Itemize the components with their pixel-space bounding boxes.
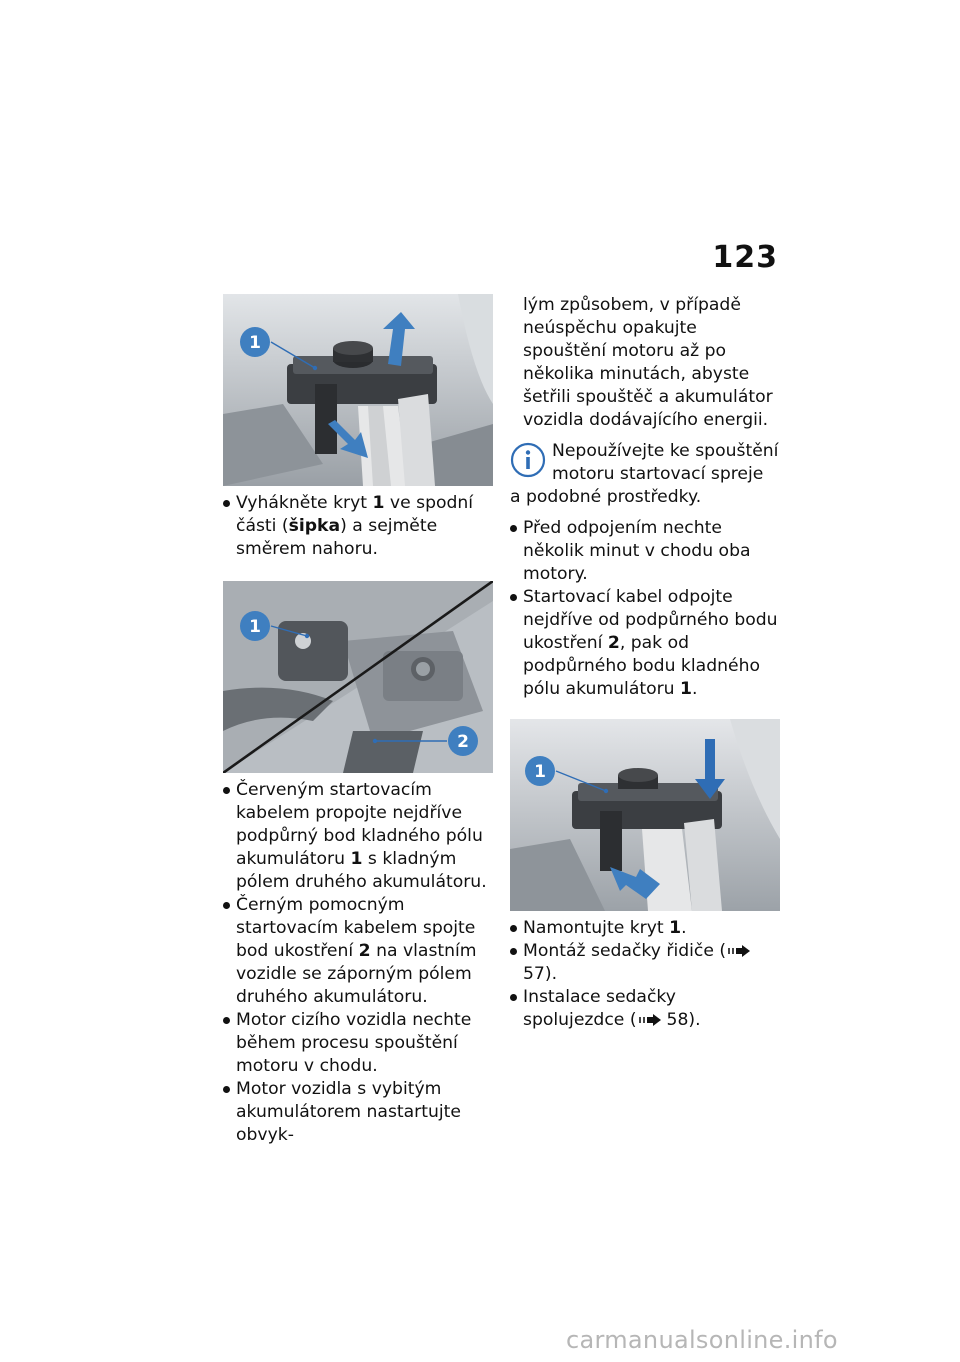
info-note-text: Nepoužívejte ke spouštění motoru startovací spreje — [552, 441, 779, 484]
figure-jump-start-connections — [223, 581, 493, 773]
figure-cover-removal — [223, 294, 493, 486]
figure-cover-installation-illustration — [510, 719, 780, 911]
list-item: Červeným startovacím kabelem propojte nejdříve podpůrný bod kladného pólu akumulátoru 1 s kladným pólem druhého akumulátoru. — [223, 779, 493, 894]
bullet-list-left-a — [223, 492, 493, 561]
bullet-list-left-b — [223, 779, 493, 1147]
figure-jump-start-illustration — [223, 581, 493, 773]
watermark: carmanualsonline.info — [566, 1326, 838, 1354]
list-item[interactable]: Instalace sedačky spolujezdce ( 58). — [510, 986, 780, 1032]
list-item[interactable]: Montáž sedačky řidiče (57). — [510, 940, 780, 986]
figure2-callout-2: 2 — [457, 732, 469, 752]
list-item: Motor vozidla s vybitým akumulátorem nastartujte obvyk- — [223, 1078, 493, 1147]
right-column — [510, 294, 780, 1032]
figure3-callout-1: 1 — [534, 762, 546, 782]
page-reference[interactable]: 57 — [523, 964, 545, 984]
list-item: Černým pomocným startovacím kabelem spojte bod ukostření 2 na vlastním vozidle se záporným pólem druhého akumulátoru. — [223, 894, 493, 1009]
bullet-list-right-b — [510, 917, 780, 1032]
list-item: Před odpojením nechte několik minut v chodu oba motory. — [510, 517, 780, 586]
page-reference-arrow-icon — [728, 945, 752, 957]
info-icon — [510, 442, 546, 478]
figure-cover-removal-illustration — [223, 294, 493, 486]
page-reference-arrow-icon — [639, 1014, 663, 1026]
list-item: Motor cizího vozidla nechte během procesu spouštění motoru v chodu. — [223, 1009, 493, 1078]
page-number: 123 — [712, 240, 778, 275]
page-reference[interactable]: 58 — [666, 1010, 689, 1030]
list-item: Namontujte kryt 1. — [510, 917, 780, 940]
continued-paragraph: lým způsobem, v případě neúspěchu opakujte spouštění motoru až po několika minutách, abyste šetřili spouštěč a akumulátor vozidla dodávajícího energii. — [523, 295, 773, 430]
figure2-callout-1: 1 — [249, 617, 261, 637]
list-item: Startovací kabel odpojte nejdříve od podpůrného bodu ukostření 2, pak od podpůrného bodu kladného pólu akumulátoru 1. — [510, 586, 780, 701]
info-note — [510, 440, 780, 509]
bullet-list-right-a — [510, 517, 780, 701]
figure1-callout-1: 1 — [249, 333, 261, 353]
list-item: Vyhákněte kryt 1 ve spodní části (šipka) a sejměte směrem nahoru. — [223, 492, 493, 561]
info-note-tail: a podobné prostředky. — [510, 487, 702, 507]
left-column — [223, 294, 493, 1147]
figure-cover-installation — [510, 719, 780, 911]
